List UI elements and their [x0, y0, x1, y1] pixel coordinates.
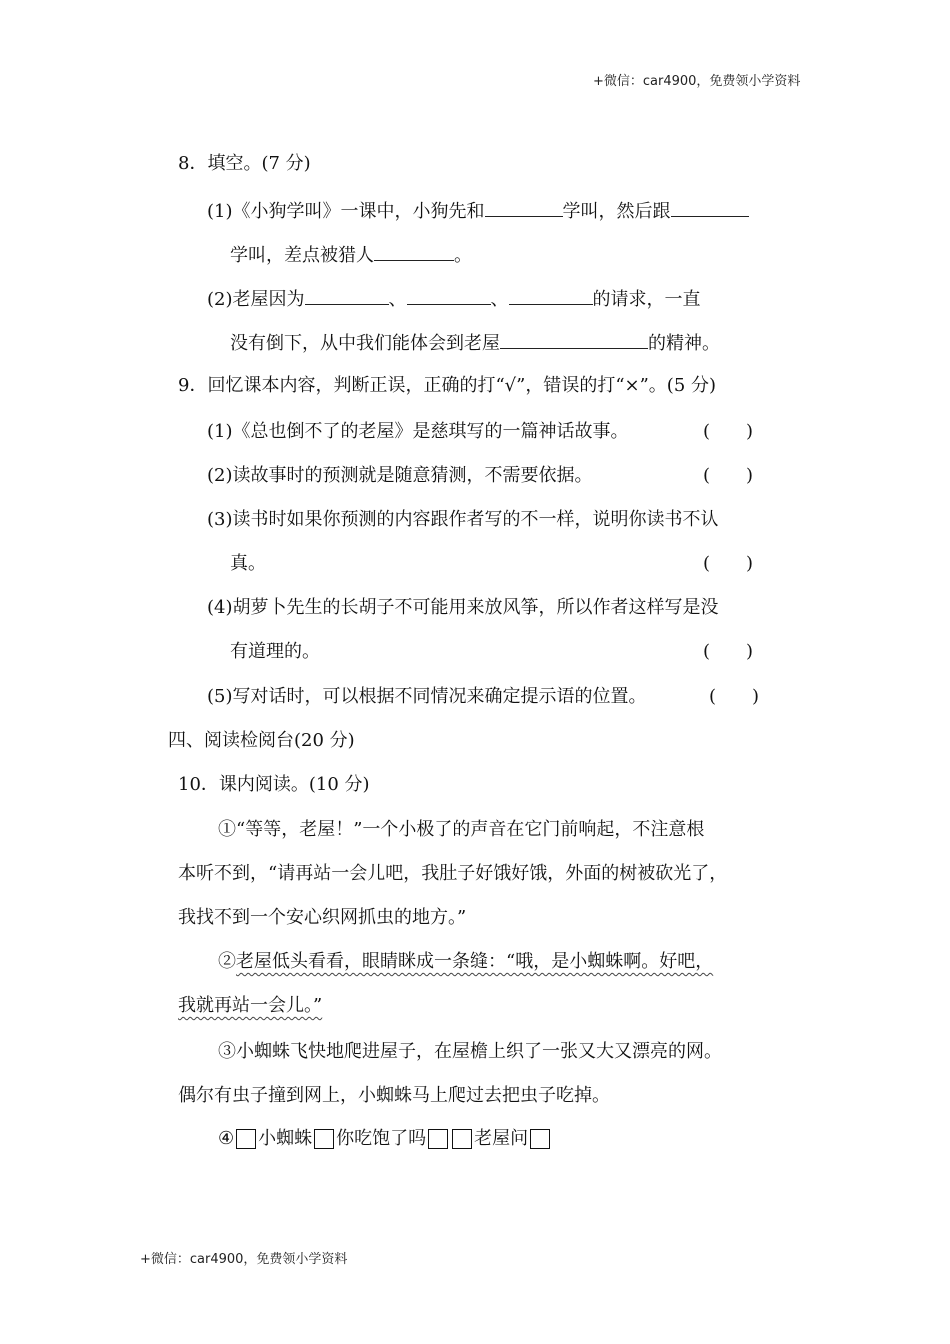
punctuation-box[interactable] [452, 1129, 472, 1149]
punctuation-box[interactable] [428, 1129, 448, 1149]
reading-para1-line2: 本听不到，“请再站一会儿吧，我肚子好饿好饿，外面的树被砍光了， [178, 863, 728, 884]
q9-item2: (2)读故事时的预测就是随意猜测，不需要依据。 [207, 465, 593, 486]
q8-item1-text-c: 学叫，差点被猎人 [230, 245, 374, 266]
para4-text-1: 小蜘蛛 [258, 1128, 313, 1149]
q10-title: 10．课内阅读。(10 分) [178, 774, 370, 795]
para2-number: ② [218, 951, 236, 972]
para4-text-3: 老屋问 [474, 1128, 529, 1149]
q8-item2-line1 [207, 286, 701, 312]
punctuation-box[interactable] [530, 1129, 550, 1149]
section-4-heading: 四、阅读检阅台(20 分) [168, 730, 355, 751]
answer-paren-3[interactable]: ( ) [703, 553, 754, 574]
q8-item2-text-c: 没有倒下，从中我们能体会到老屋 [230, 333, 500, 354]
q9-item5: (5)写对话时，可以根据不同情况来确定提示语的位置。 [207, 686, 647, 707]
answer-paren-4[interactable]: ( ) [703, 641, 754, 662]
answer-blank[interactable] [509, 286, 593, 305]
answer-paren-5[interactable]: ( ) [709, 686, 760, 707]
reading-para1-line1: ①“等等，老屋！”一个小极了的声音在它门前响起，不注意根 [218, 819, 705, 840]
answer-paren-2[interactable]: ( ) [703, 465, 754, 486]
q8-item1-line2 [230, 242, 472, 268]
answer-blank[interactable] [485, 198, 563, 217]
watermark-top: +微信：car4900，免费领小学资料 [593, 74, 801, 89]
reading-para2-line1 [218, 950, 713, 974]
punctuation-box[interactable] [314, 1129, 334, 1149]
reading-para3-line1: ③小蜘蛛飞快地爬进屋子，在屋檐上织了一张又大又漂亮的网。 [218, 1041, 722, 1062]
separator: 、 [490, 289, 509, 310]
q9-item4-line1: (4)胡萝卜先生的长胡子不可能用来放风筝，所以作者这样写是没 [207, 597, 719, 618]
q8-item1-text-d: 。 [454, 245, 472, 266]
answer-blank[interactable] [407, 286, 491, 305]
q8-item2-text-b: 的请求，一直 [592, 289, 701, 310]
q8-item1-text-a: (1)《小狗学叫》一课中，小狗先和 [207, 201, 485, 222]
para4-number: ④ [218, 1128, 235, 1149]
para2-underlined-text-2: 我就再站一会儿。” [178, 995, 323, 1016]
q9-item4-line2: 有道理的。 [230, 641, 320, 662]
answer-blank[interactable] [305, 286, 389, 305]
q8-item1-text-b: 学叫，然后跟 [562, 201, 671, 222]
q8-item1-line1 [207, 198, 749, 224]
reading-para1-line3: 我找不到一个安心织网抓虫的地方。” [178, 907, 467, 928]
q9-title: 9．回忆课本内容，判断正误，正确的打“√”，错误的打“×”。(5 分) [178, 375, 717, 396]
answer-blank[interactable] [500, 330, 648, 349]
watermark-bottom: +微信：car4900，免费领小学资料 [140, 1252, 348, 1267]
q9-item1: (1)《总也倒不了的老屋》是慈琪写的一篇神话故事。 [207, 421, 629, 442]
reading-para4-line1 [218, 1127, 552, 1151]
q8-item2-text-a: (2)老屋因为 [207, 289, 305, 310]
para4-text-2: 你吃饱了吗 [336, 1128, 427, 1149]
q9-item3-line1: (3)读书时如果你预测的内容跟作者写的不一样，说明你读书不认 [207, 509, 719, 530]
answer-paren-1[interactable]: ( ) [703, 421, 754, 442]
reading-para2-line2 [178, 994, 322, 1018]
separator: 、 [388, 289, 407, 310]
q9-item3-line2: 真。 [230, 553, 266, 574]
answer-blank[interactable] [374, 242, 454, 261]
q8-title: 8．填空。(7 分) [178, 153, 311, 174]
answer-blank[interactable] [671, 198, 749, 217]
punctuation-box[interactable] [236, 1129, 256, 1149]
q8-item2-line2 [230, 330, 720, 356]
reading-para3-line2: 偶尔有虫子撞到网上，小蜘蛛马上爬过去把虫子吃掉。 [178, 1085, 610, 1106]
para2-underlined-text: 老屋低头看看，眼睛眯成一条缝：“哦，是小蜘蛛啊。好吧， [236, 951, 714, 972]
q8-item2-text-d: 的精神。 [648, 333, 720, 354]
